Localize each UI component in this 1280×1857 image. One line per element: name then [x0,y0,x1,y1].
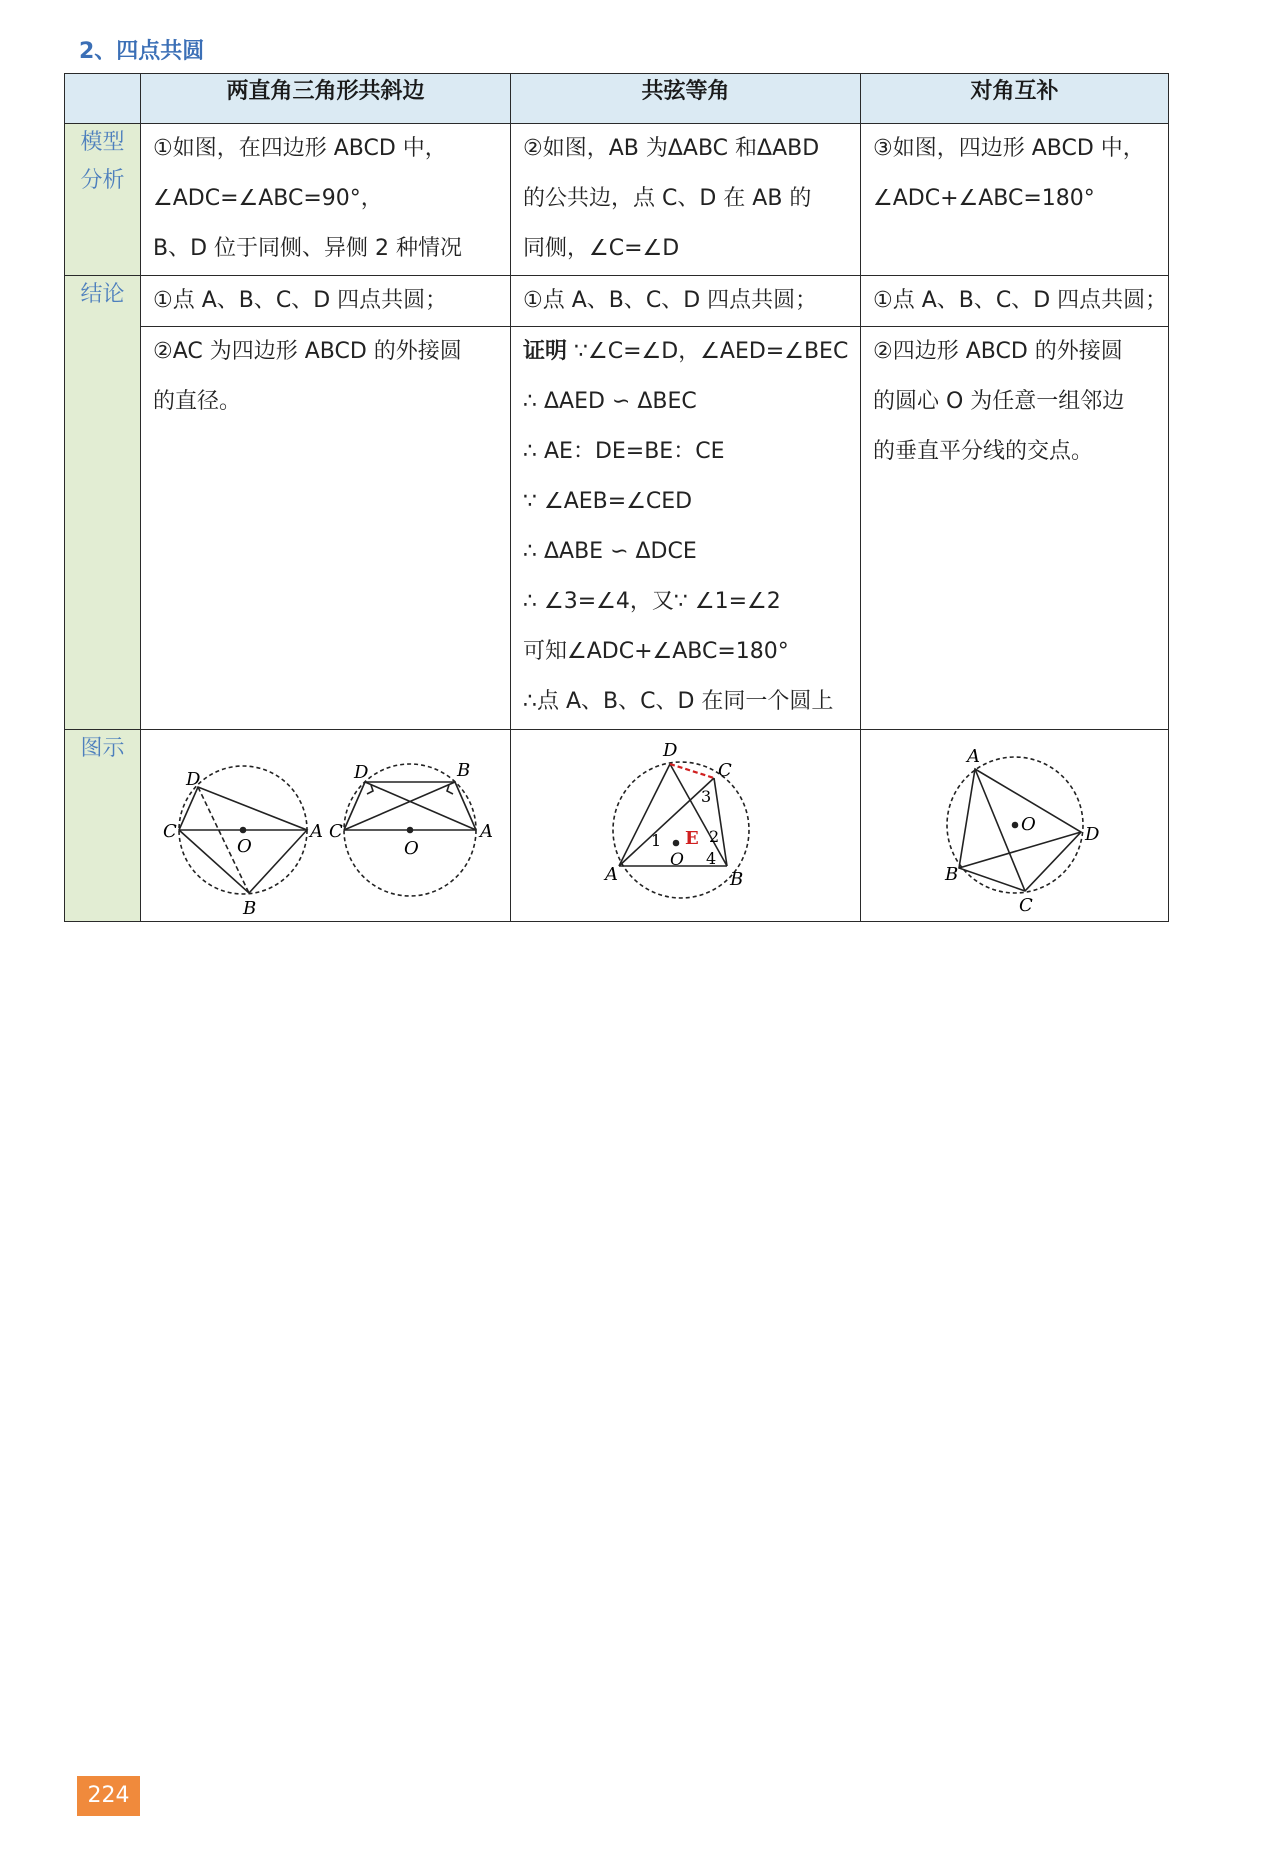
figure-col1 [141,730,511,922]
label-d-3: D [1084,824,1099,845]
label-b-2: B [729,869,743,890]
figure-col2 [511,730,861,922]
figure-row [65,730,1169,922]
label-o-1a: O [236,836,252,857]
four-points-concyclic-table [64,73,1169,922]
label-e-2: E [684,828,699,849]
figure-same-side [344,764,476,896]
model-col1: ①如图，在四边形 ABCD 中， ∠ADC=∠ABC=90°， B、D 位于同侧、异侧 2 种情况 [141,124,511,276]
figure-opposite-angles-supplementary [863,730,1167,916]
row-label-conclusion: 结论 [65,276,141,730]
row-label-model: 模型 分析 [65,124,141,276]
right-angle-mark-b [447,785,453,794]
section-title: 2、四点共圆 [79,39,205,64]
figure-col3 [861,730,1169,922]
model-col3: ③如图，四边形 ABCD 中， ∠ADC+∠ABC=180° [861,124,1169,276]
center-o-1a [240,828,245,833]
model-col2: ②如图，AB 为ΔABC 和ΔABD 的公共边，点 C、D 在 AB 的 同侧，∠C=∠D [511,124,861,276]
right-angle-mark-d [367,785,373,794]
label-c-1a: C [162,821,177,842]
segment-ac [619,778,714,866]
figure-right-triangles-common-hypotenuse [143,730,509,916]
center-o-2 [673,841,678,846]
label-c-2: C [717,760,732,781]
label-a-2: A [604,864,618,885]
label-a-1a: A [309,821,323,842]
label-a-1b: A [479,821,493,842]
label-b-3: B [944,864,958,885]
proof-label: 证明 [523,339,568,364]
label-d-1a: D [185,769,200,790]
header-row [65,74,1169,124]
center-o-3 [1012,823,1017,828]
segment-ad [619,764,670,866]
label-a-3: A [966,746,980,767]
center-o-1b [407,828,412,833]
header-col2: 共弦等角 [511,74,861,124]
label-angle1: 1 [650,831,661,850]
label-o-2: O [669,850,684,870]
conclusion1-col2: ①点 A、B、C、D 四点共圆； [511,276,861,327]
quadrilateral-adcb [959,769,1081,891]
conclusion2-col2-proof: 证明 ∵∠C=∠D，∠AED=∠BEC ∴ ΔAED ∽ ΔBEC ∴ AE：DE=BE：CE ∵ ∠AEB=∠CED ∴ ΔABE ∽ ΔDCE ∴ ∠3=∠4，又∵ ∠1=∠2 可知∠ADC+∠ABC=180° ∴点 A、B、C、D 在同一个圆上 [511,327,861,730]
page-number-badge: 224 [77,1776,140,1816]
label-d-1b: D [353,762,368,783]
label-d-2: D [662,740,677,761]
conclusion-row-1 [65,276,1169,327]
conclusion1-col3: ①点 A、B、C、D 四点共圆； [861,276,1169,327]
label-angle4: 4 [705,849,716,868]
label-o-1b: O [403,838,419,859]
row-label-figure: 图示 [65,730,141,922]
label-angle2: 2 [708,827,719,846]
label-b-1b: B [456,760,470,781]
conclusion2-col3: ②四边形 ABCD 的外接圆 的圆心 O 为任意一组邻边 的垂直平分线的交点。 [861,327,1169,730]
diagonal-bd [959,832,1081,868]
diagonal-ac [975,769,1025,891]
header-col1: 两直角三角形共斜边 [141,74,511,124]
label-c-3: C [1018,895,1033,916]
header-col3: 对角互补 [861,74,1169,124]
label-c-1b: C [328,821,343,842]
model-analysis-row [65,124,1169,276]
side-da [365,782,476,830]
label-o-3: O [1020,814,1036,835]
conclusion-row-2 [65,327,1169,730]
label-b-1a: B [242,898,256,916]
label-angle3: 3 [700,787,711,806]
figure-common-chord-equal-angles [513,730,859,916]
corner-cell [65,74,141,124]
conclusion2-col1: ②AC 为四边形 ABCD 的外接圆 的直径。 [141,327,511,730]
side-cb [344,782,455,830]
conclusion1-col1: ①点 A、B、C、D 四点共圆； [141,276,511,327]
